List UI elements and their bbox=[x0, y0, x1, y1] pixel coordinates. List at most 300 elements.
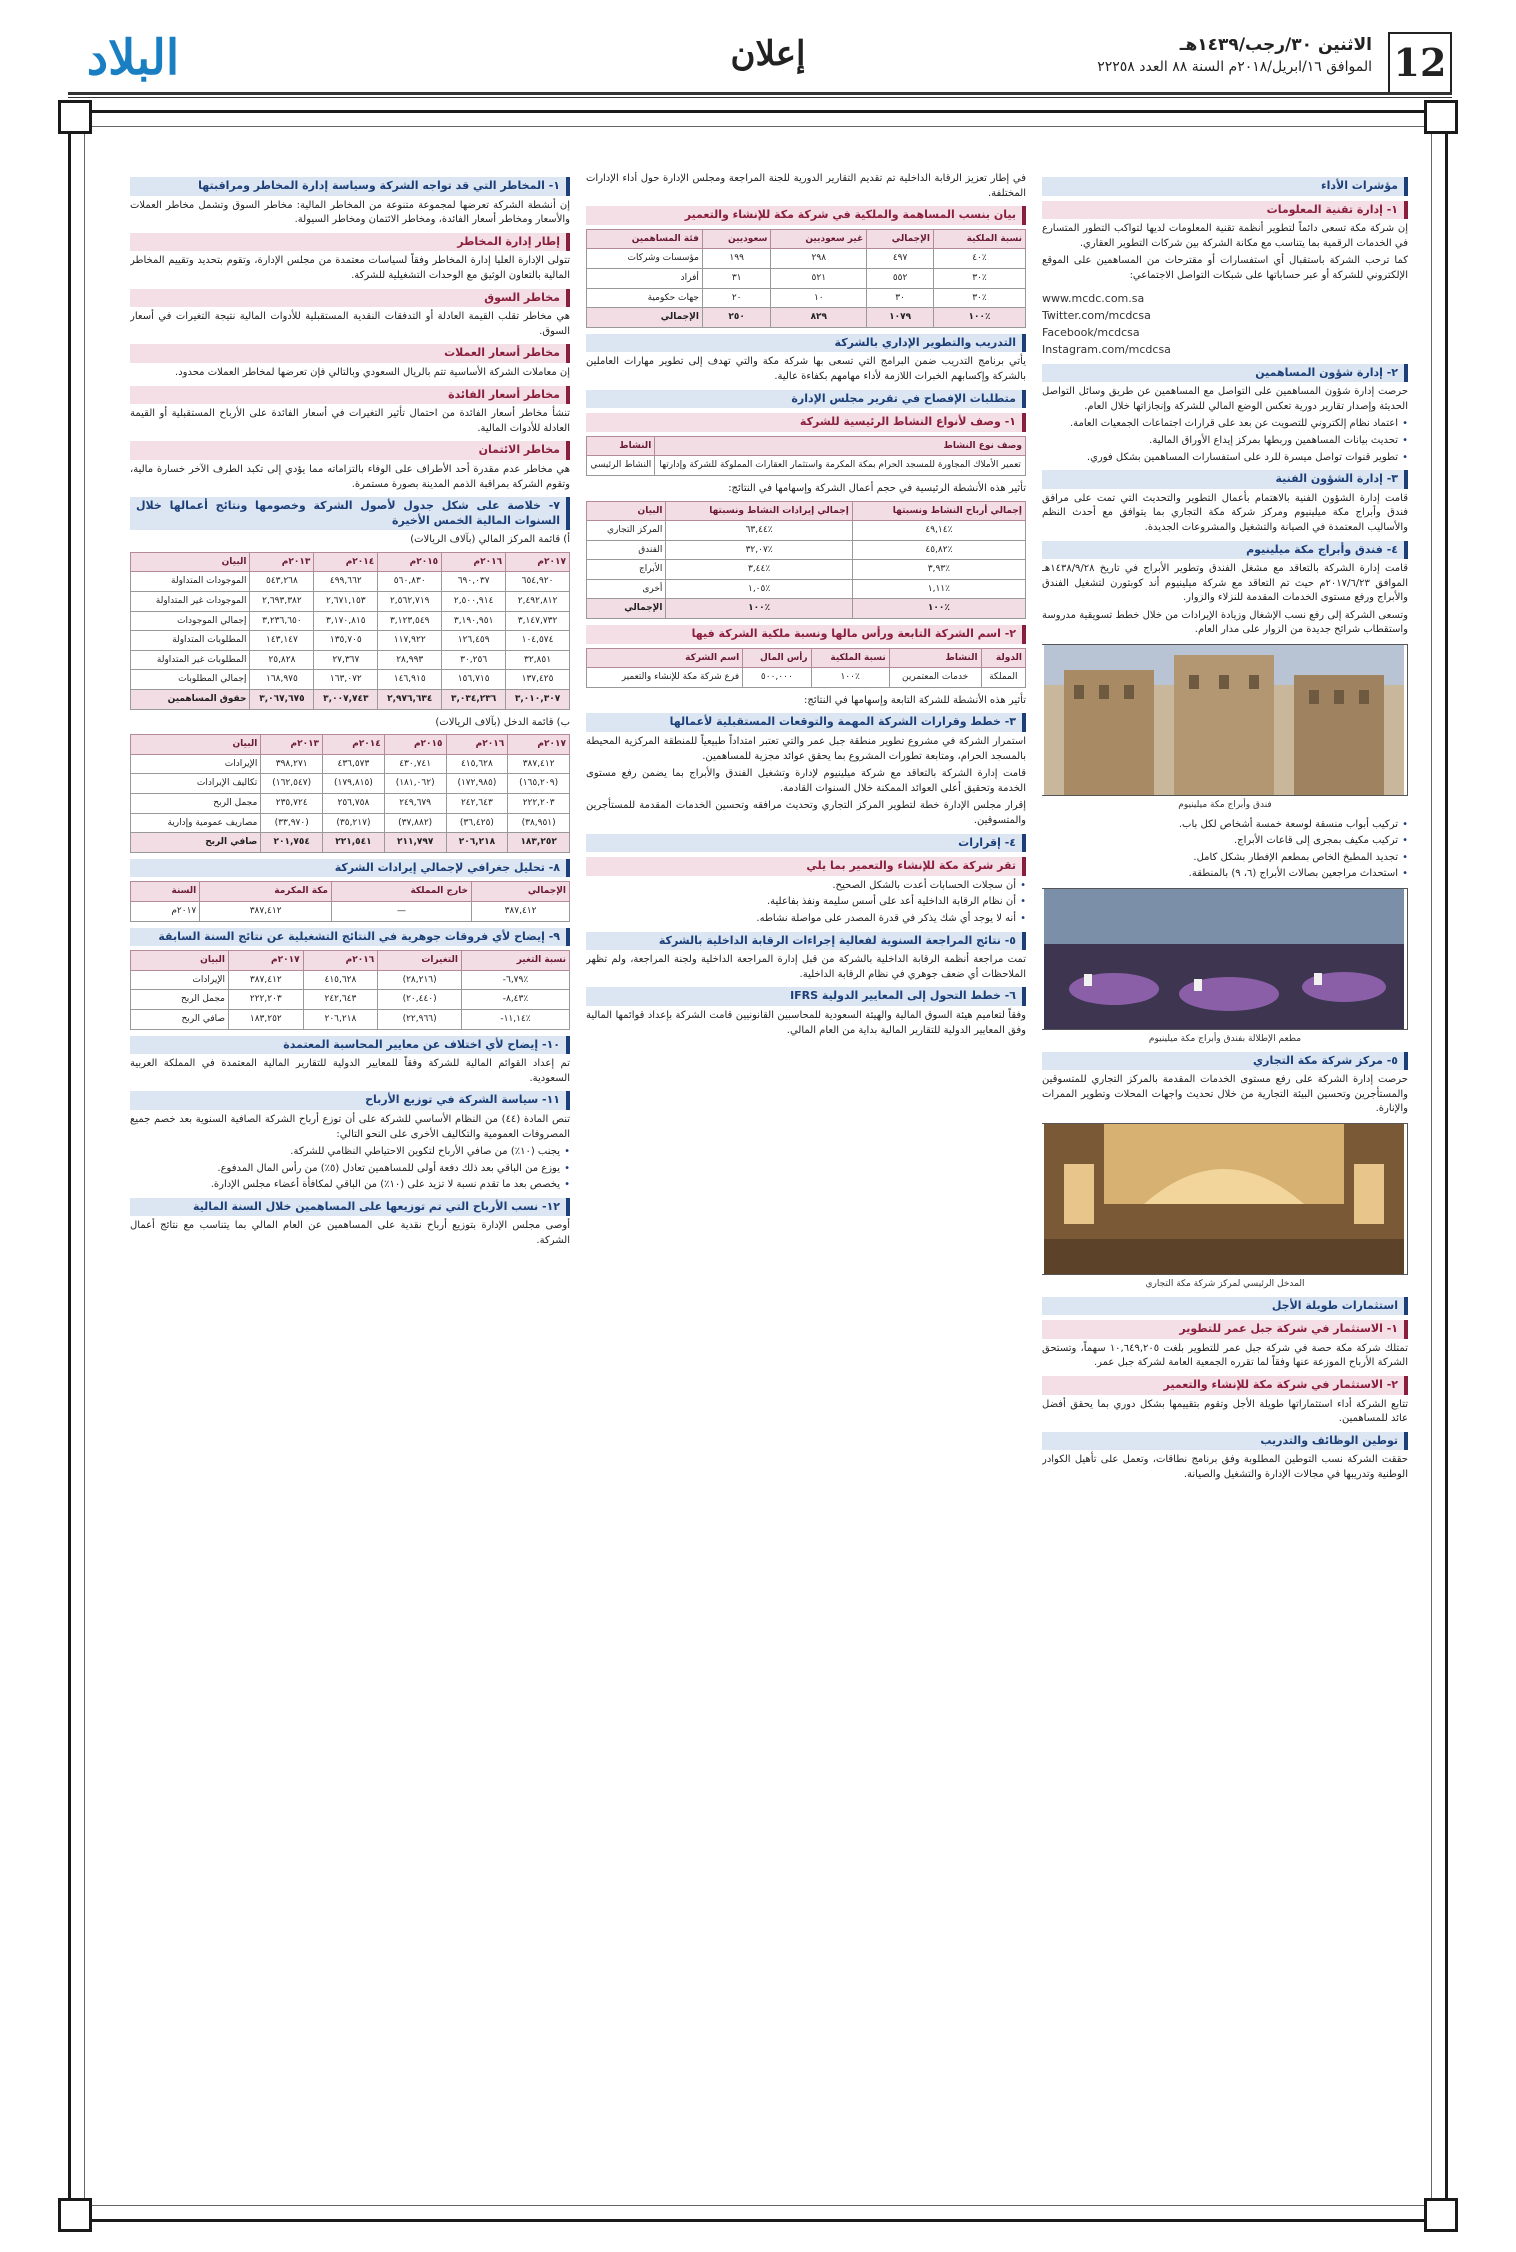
bullet-item: • تجديد المطبخ الخاص بمطعم الإفطار بشكل كامل. bbox=[1042, 851, 1408, 866]
bullet-item: • تركيب أبواب منسقة لوسعة خمسة أشخاص لكل باب. bbox=[1042, 818, 1408, 833]
table-cell: ٣٠ bbox=[867, 288, 934, 308]
paragraph: تأثير هذه الأنشطة الرئيسية في حجم أعمال الشركة وإسهامها في النتائج: bbox=[728, 482, 1026, 494]
table-header-row bbox=[131, 735, 570, 755]
bullet-item: • يجنب (١٠٪) من صافي الأرباح لتكوين الاحتياطي النظامي للشركة. bbox=[130, 1145, 570, 1160]
masthead-rule-thin bbox=[68, 97, 1452, 98]
bullet-item: • استحداث مراجعين بصالات الأبراج (٦، ٩) بالمنطقة. bbox=[1042, 867, 1408, 882]
table-cell: (٣٦,٤٢٥) bbox=[446, 813, 508, 833]
table-cell: ٤٩٧ bbox=[867, 249, 934, 269]
bullet-item: • تطوير قنوات تواصل ميسرة للرد على استفسارات المساهمين بشكل فوري. bbox=[1042, 451, 1408, 466]
table-cell: النشاط الرئيسي bbox=[587, 456, 655, 476]
table-cell: ١٢٦,٤٥٩ bbox=[442, 631, 506, 651]
table-cell: ٤٣٦,٥٧٣ bbox=[323, 754, 385, 774]
table-cell: ٥٠٠,٠٠٠ bbox=[743, 668, 811, 688]
table-cell: ٢٢٢,٢٠٣ bbox=[508, 794, 570, 814]
table-cell: ٢٠٦,٢١٨ bbox=[303, 1009, 378, 1029]
table-row bbox=[131, 990, 570, 1010]
table-cell: ٣٩٨,٢٧١ bbox=[261, 754, 323, 774]
table-cell: ٪٤٩,١٤ bbox=[852, 521, 1025, 541]
table-cell: الأبراج bbox=[587, 560, 666, 580]
table-header-cell: ٢٠١٤م bbox=[314, 552, 378, 572]
table-cell: ٣٢,٨٥١ bbox=[506, 650, 570, 670]
table-cell: ٪٦,٧٩- bbox=[461, 970, 569, 990]
heading: ٢- إدارة شؤون المساهمين bbox=[1042, 364, 1408, 383]
income-statement-table bbox=[130, 734, 570, 853]
table-cell: مصاريف عمومية وإدارية bbox=[131, 813, 261, 833]
table-cell: ٦٩٠,٠٣٧ bbox=[442, 572, 506, 592]
heading: ٣- خطط وقرارات الشركة المهمة والتوقعات المستقبلية لأعمالها bbox=[586, 713, 1026, 732]
table-header-cell: اسم الشركة bbox=[587, 648, 743, 668]
table-cell: ٢٢١,٥٤١ bbox=[323, 833, 385, 853]
table-cell: ٣,١٤٧,٧٣٢ bbox=[506, 611, 570, 631]
paragraph: تتابع الشركة أداء استثماراتها طويلة الأجل وتقوم بتقييمها بشكل دوري بما يحقق أفضل عائد للمساهمين. bbox=[1042, 1398, 1408, 1425]
paragraph: تمت مراجعة أنظمة الرقابة الداخلية بالشركة من قبل إدارة المراجعة الداخلية ولجنة المراجعة، ولم تظهر الملاحظات أي ضعف جوهري في نظام الرقابة الداخلية. bbox=[586, 954, 1026, 980]
table-total-row bbox=[131, 833, 570, 853]
paragraph: قامت إدارة الشركة بالتعاقد مع مشغل الفندق وتطوير الأبراج في تاريخ ١٤٣٨/٩/٢٨هـ الموافق ٢٠١٧/٦/٢٣م حيث تم التعاقد مع شركة ميلينيوم أند كوبثورن لتشغيل الفندق والأبراج ورفع مستوى الخدمات المقدمة للنزلاء والزوار. bbox=[1042, 563, 1408, 604]
table-cell: ١٠٧٩ bbox=[867, 308, 934, 328]
table-cell: ٢٤٢,٦٤٣ bbox=[303, 990, 378, 1010]
heading: ١٢- نسب الأرباح التي تم توزيعها على المساهمين خلال السنة المالية bbox=[130, 1198, 570, 1217]
paragraph: تمتلك شركة مكة حصة في شركة جبل عمر للتطوير بلغت ١٠,٦٤٩,٢٠٥ سهماً، وتستحق الشركة الأرباح الموزعة عنها وفقاً لما تقرره الجمعية العامة لشركة جبل عمر. bbox=[1042, 1342, 1408, 1369]
twitter-link[interactable]: Twitter.com/mcdcsa bbox=[1042, 308, 1151, 322]
bullet-item: • أنه لا يوجد أي شك يذكر في قدرة المصدر على مواصلة نشاطه. bbox=[586, 912, 1026, 927]
table-cell: ٢,٥٦٢,٧١٩ bbox=[378, 592, 442, 612]
table-cell: ٢٨,٩٩٣ bbox=[378, 650, 442, 670]
frame-corner-ornament bbox=[1424, 100, 1458, 134]
paragraph: حققت الشركة نسب التوطين المطلوبة وفق برنامج نطاقات، وتعمل على تأهيل الكوادر الوطنية وتدريبها في مجالات الإدارة والتشغيل والصيانة. bbox=[1042, 1454, 1408, 1480]
bullet-item: • تحديث بيانات المساهمين وربطها بمركز إيداع الأوراق المالية. bbox=[1042, 434, 1408, 449]
table-header-cell: النشاط bbox=[889, 648, 981, 668]
table-cell: ٣٨٧,٤١٢ bbox=[472, 901, 570, 921]
balance-sheet-table bbox=[130, 552, 570, 710]
table-header-cell: ٢٠١٣م bbox=[261, 735, 323, 755]
table-cell: جهات حكومية bbox=[587, 288, 703, 308]
table-cell: ١٤٦,٩١٥ bbox=[378, 670, 442, 690]
paragraph: يأتي برنامج التدريب ضمن البرامج التي تسعى بها شركة مكة والتي تهدف إلى تطوير مهارات العاملين بالشركة وإكسابهم الخبرات اللازمة لأداء مهامهم بكفاءة عالية. bbox=[586, 356, 1026, 382]
paragraph: ب) قائمة الدخل (بآلاف الريالات) bbox=[435, 716, 570, 728]
table-cell: ٪٣٢,٠٧ bbox=[666, 540, 852, 560]
table-cell: الإجمالي bbox=[587, 308, 703, 328]
table-cell: خدمات المعتمرين bbox=[889, 668, 981, 688]
table-header-cell: ٢٠١٦م bbox=[446, 735, 508, 755]
table-header-cell: الإجمالي bbox=[867, 229, 934, 249]
masthead-rule bbox=[68, 92, 1452, 95]
table-cell: ٢٤٩,٦٧٩ bbox=[384, 794, 446, 814]
paragraph: هي مخاطر عدم مقدرة أحد الأطراف على الوفاء بالتزاماته مما يؤدي إلى تكبد الطرف الآخر خسارة مالية، وتقوم الشركة بمراقبة الذمم المدينة بصورة مستمرة. bbox=[130, 463, 570, 490]
website-link[interactable]: www.mcdc.com.sa bbox=[1042, 291, 1145, 305]
heading: ٤- إقرارات bbox=[586, 834, 1026, 853]
table-row bbox=[587, 540, 1026, 560]
table-cell: ٣,٠٣٤,٢٣٦ bbox=[442, 690, 506, 710]
table-cell: تعمير الأملاك المجاورة للمسجد الحرام بمكة المكرمة واستثمار العقارات المملوكة للشركة وإدارتها bbox=[655, 456, 1026, 476]
table-cell: ٢٧,٣٦٧ bbox=[314, 650, 378, 670]
table-cell: الإجمالي bbox=[587, 599, 666, 619]
heading: التدريب والتطوير الإداري بالشركة bbox=[586, 334, 1026, 353]
subheading: ٢- الاستثمار في شركة مكة للإنشاء والتعمير bbox=[1042, 1376, 1408, 1395]
table-cell: — bbox=[332, 901, 472, 921]
table-header-cell: التغيرات bbox=[378, 951, 462, 971]
table-cell: (٢٢,٩٦٦) bbox=[378, 1009, 462, 1029]
table-cell: (٣٥,٢١٧) bbox=[323, 813, 385, 833]
table-cell: ٪٣,٩٣ bbox=[852, 560, 1025, 580]
table-cell: ٢٥٠ bbox=[702, 308, 770, 328]
variance-table bbox=[130, 950, 570, 1029]
bullet-item: • أن نظام الرقابة الداخلية أعد على أسس سليمة ونفذ بفاعلية. bbox=[586, 895, 1026, 910]
table-total-row bbox=[587, 599, 1026, 619]
table-header-cell: ٢٠١٦م bbox=[442, 552, 506, 572]
table-cell: ١٤٣,١٤٧ bbox=[250, 631, 314, 651]
table-cell: (٣٣,٩٧٠) bbox=[261, 813, 323, 833]
table-cell: الموجودات المتداولة bbox=[131, 572, 250, 592]
table-header-cell: ٢٠١٧م bbox=[506, 552, 570, 572]
table-cell: ١١٧,٩٢٢ bbox=[378, 631, 442, 651]
subheading: تقر شركة مكة للإنشاء والتعمير بما يلي bbox=[586, 857, 1026, 876]
paragraph: أ) قائمة المركز المالي (بآلاف الريالات) bbox=[410, 534, 570, 546]
table-cell: صافي الربح bbox=[131, 1009, 229, 1029]
table-header-cell: وصف نوع النشاط bbox=[655, 436, 1026, 456]
subheading: مخاطر أسعار العملات bbox=[130, 344, 570, 363]
table-header-cell: إجمالي إيرادات النشاط ونسبتها bbox=[666, 501, 852, 521]
paragraph: حرصت إدارة الشركة على رفع مستوى الخدمات المقدمة بالمركز التجاري للمتسوقين والمستأجرين وتحسين البيئة التجارية من خلال تحديث واجهات المحلات وتطوير الممرات والإنارة. bbox=[1042, 1074, 1408, 1115]
table-header-cell: رأس المال bbox=[743, 648, 811, 668]
heading: استثمارات طويلة الأجل bbox=[1042, 1297, 1408, 1316]
table-cell: إجمالي المطلوبات bbox=[131, 670, 250, 690]
table-cell: ١٠٤,٥٧٤ bbox=[506, 631, 570, 651]
photo-caption: فندق وأبراج مكة ميلينيوم bbox=[1178, 800, 1272, 811]
table-cell: ٥٤٣,٢٦٨ bbox=[250, 572, 314, 592]
date-hijri: الاثنين ٣٠/رجب/١٤٣٩هـ bbox=[1179, 35, 1372, 55]
table-header-row bbox=[587, 501, 1026, 521]
table-cell: إجمالي الموجودات bbox=[131, 611, 250, 631]
activity-impact-table bbox=[586, 501, 1026, 620]
table-cell: ٤٩٩,٦٦٢ bbox=[314, 572, 378, 592]
table-cell: ٪٨,٤٣- bbox=[461, 990, 569, 1010]
table-row bbox=[131, 774, 570, 794]
heading: ٨- تحليل جغرافي لإجمالي إيرادات الشركة bbox=[130, 859, 570, 878]
table-title: بيان بنسب المساهمة والملكية في شركة مكة للإنشاء والتعمير bbox=[586, 206, 1026, 225]
table-cell: أخرى bbox=[587, 579, 666, 599]
table-cell: ٪١٠٠ bbox=[666, 599, 852, 619]
table-cell: ٢٠ bbox=[702, 288, 770, 308]
table-cell: ١٩٩ bbox=[702, 249, 770, 269]
paragraph: إن أنشطة الشركة تعرضها لمجموعة متنوعة من المخاطر المالية: مخاطر السوق وتشمل مخاطر العملات والأسعار ومخاطر أسعار الفائدة، ومخاطر الائتمان ومخاطر السيولة. bbox=[130, 199, 570, 226]
table-cell: ٣,١٢٣,٥٤٩ bbox=[378, 611, 442, 631]
table-header-row bbox=[587, 436, 1026, 456]
table-cell: ١٣٧,٤٢٥ bbox=[506, 670, 570, 690]
paragraph: استمرار الشركة في مشروع تطوير منطقة جبل عمر والتي تعتبر امتداداً طبيعياً للمنطقة المركزية المحيطة بالمسجد الحرام، ومتابعة تطورات المشروع بما يحقق عوائد مجزية للمساهمين. bbox=[586, 736, 1026, 762]
subheading: ١- الاستثمار في شركة جبل عمر للتطوير bbox=[1042, 1320, 1408, 1339]
table-cell: ٪٤٠ bbox=[933, 249, 1025, 269]
bullet-item: • يخصص بعد ما تقدم نسبة لا تزيد على (١٠٪) من الباقي لمكافأة أعضاء مجلس الإدارة. bbox=[130, 1178, 570, 1193]
table-cell: (٣٧,٨٨٢) bbox=[384, 813, 446, 833]
table-cell: ٢,٦٩٣,٣٨٢ bbox=[250, 592, 314, 612]
table-row bbox=[131, 592, 570, 612]
table-row bbox=[131, 611, 570, 631]
heading: ١١- سياسة الشركة في توزيع الأرباح bbox=[130, 1091, 570, 1110]
table-cell: ٢٥٦,٧٥٨ bbox=[323, 794, 385, 814]
table-cell: ٢٩٨ bbox=[771, 249, 867, 269]
table-cell: ٢,٤٩٢,٨١٢ bbox=[506, 592, 570, 612]
table-cell: ١٣٥,٧٠٥ bbox=[314, 631, 378, 651]
table-header-cell: فئة المساهمين bbox=[587, 229, 703, 249]
heading: مؤشرات الأداء bbox=[1042, 177, 1408, 196]
table-cell: ٢١١,٧٩٧ bbox=[384, 833, 446, 853]
table-row bbox=[587, 521, 1026, 541]
subheading: ١- إدارة تقنية المعلومات bbox=[1042, 201, 1408, 220]
issue-date bbox=[1097, 34, 1372, 78]
table-cell: ٣,١٩٠,٩٥١ bbox=[442, 611, 506, 631]
table-cell: ١٨٣,٢٥٢ bbox=[229, 1009, 304, 1029]
geographic-revenue-table bbox=[130, 881, 570, 921]
table-row bbox=[587, 288, 1026, 308]
table-cell: فرع شركة مكة للإنشاء والتعمير bbox=[587, 668, 743, 688]
table-cell: حقوق المساهمين bbox=[131, 690, 250, 710]
table-cell: ٪١,١١ bbox=[852, 579, 1025, 599]
paragraph: حرصت إدارة شؤون المساهمين على التواصل مع المساهمين عن طريق وسائل التواصل الحديثة وإصدار تقارير دورية تعكس الوضع المالي للشركة وإنجازاتها خلال العام. bbox=[1042, 386, 1408, 412]
table-header-cell: ٢٠١٧م bbox=[229, 951, 304, 971]
column-middle bbox=[586, 172, 1026, 2170]
bullet-item: • تركيب مكيف بمجرى إلى قاعات الأبراج. bbox=[1042, 834, 1408, 849]
table-cell: (٢٨,٢١٦) bbox=[378, 970, 462, 990]
table-cell: المركز التجاري bbox=[587, 521, 666, 541]
table-cell: المطلوبات المتداولة bbox=[131, 631, 250, 651]
table-header-cell: نسبة التغير bbox=[461, 951, 569, 971]
paragraph: تأثير هذه الأنشطة للشركة التابعة وإسهامها في النتائج: bbox=[804, 694, 1026, 706]
table-cell: ٣٨٧,٤١٢ bbox=[200, 901, 332, 921]
table-header-row bbox=[131, 951, 570, 971]
paragraph: إن معاملات الشركة الأساسية تتم بالريال السعودي وبالتالي فإن تعرضها لمخاطر العملات محدود. bbox=[175, 366, 570, 378]
heading: ٥- نتائج المراجعة السنوية لفعالية إجراءات الرقابة الداخلية بالشركة bbox=[586, 932, 1026, 951]
frame-corner-ornament bbox=[1424, 2198, 1458, 2232]
table-cell: ٢٠١٧م bbox=[131, 901, 200, 921]
table-cell: ١٦٨,٩٧٥ bbox=[250, 670, 314, 690]
table-header-cell: النشاط bbox=[587, 436, 655, 456]
table-header-row bbox=[587, 229, 1026, 249]
instagram-link[interactable]: Instagram.com/mcdcsa bbox=[1042, 342, 1171, 356]
table-cell: ٤١٥,٦٢٨ bbox=[303, 970, 378, 990]
table-cell: ١٠ bbox=[771, 288, 867, 308]
paragraph: في إطار تعزيز الرقابة الداخلية تم تقديم التقارير الدورية للجنة المراجعة ومجلس الإدارة حول أداء الإدارات المختلفة. bbox=[586, 173, 1026, 199]
table-cell: ٣,٠١٠,٣٠٧ bbox=[506, 690, 570, 710]
paragraph: تنشأ مخاطر أسعار الفائدة من احتمال تأثير التغيرات في أسعار الفائدة على الأرباح المستقبلية أو القيمة العادلة للأدوات المالية. bbox=[130, 408, 570, 434]
table-row bbox=[587, 560, 1026, 580]
table-header-cell: البيان bbox=[131, 552, 250, 572]
table-cell: ١٥٦,٧١٥ bbox=[442, 670, 506, 690]
table-total-row bbox=[131, 690, 570, 710]
table-header-cell: نسبة الملكية bbox=[933, 229, 1025, 249]
subheading: ٢- اسم الشركة التابعة ورأس مالها ونسبة ملكية الشركة فيها bbox=[586, 625, 1026, 644]
paragraph: قامت إدارة الشؤون الفنية بالاهتمام بأعمال التطوير والتحديث التي تمت على مرافق فندق وأبراج مكة ميلينيوم ومركز شركة مكة التجاري بما يتوافق مع أحدث النظم والأساليب المعتمدة في الصيانة والتشغيل والمشروعات الجديدة. bbox=[1042, 492, 1408, 533]
table-cell: ٣١ bbox=[702, 268, 770, 288]
table-cell: أفراد bbox=[587, 268, 703, 288]
table-header-cell: سعوديين bbox=[702, 229, 770, 249]
table-cell: ٣,٢٣٦,٦٥٠ bbox=[250, 611, 314, 631]
paragraph: إقرار مجلس الإدارة خطة لتطوير المركز التجاري وتحديث مرافقه وتحسين الخدمات المقدمة للمستأجرين والمتسوقين. bbox=[586, 800, 1026, 826]
table-header-cell: السنة bbox=[131, 882, 200, 902]
heading: ٩- إيضاح لأي فروقات جوهرية في النتائج التشغيلية عن نتائج السنة السابقة bbox=[130, 928, 570, 947]
photo-caption: مطعم الإطلالة بفندق وأبراج مكة ميلينيوم bbox=[1148, 1034, 1302, 1045]
activity-table bbox=[586, 436, 1026, 476]
table-cell: مؤسسات وشركات bbox=[587, 249, 703, 269]
contact-links bbox=[1042, 290, 1408, 358]
table-cell: الفندق bbox=[587, 540, 666, 560]
table-header-row bbox=[587, 648, 1026, 668]
table-header-cell: ٢٠١٥م bbox=[384, 735, 446, 755]
table-cell: (٣٨,٩٥١) bbox=[508, 813, 570, 833]
table-cell: ٢٣٥,٧٢٤ bbox=[261, 794, 323, 814]
table-cell: الإيرادات bbox=[131, 970, 229, 990]
table-cell: ٢,٥٠٠,٩١٤ bbox=[442, 592, 506, 612]
bullet-item: • يوزع من الباقي بعد ذلك دفعة أولى للمساهمين تعادل (٥٪) من رأس المال المدفوع. bbox=[130, 1162, 570, 1177]
table-cell: (١٦٥,٢٠٩) bbox=[508, 774, 570, 794]
table-header-cell: الإجمالي bbox=[472, 882, 570, 902]
table-cell: ٪٣٠ bbox=[933, 268, 1025, 288]
table-cell: ١٦٣,٠٧٢ bbox=[314, 670, 378, 690]
subheading: مخاطر الائتمان bbox=[130, 441, 570, 460]
table-cell: ٪١٠٠ bbox=[933, 308, 1025, 328]
heading: متطلبات الإفصاح في تقرير مجلس الإدارة bbox=[586, 390, 1026, 409]
commercial-center-photo bbox=[1042, 1123, 1408, 1275]
heading: ٥- مركز شركة مكة التجاري bbox=[1042, 1052, 1408, 1071]
table-cell: ٢,٦٧١,١٥٣ bbox=[314, 592, 378, 612]
table-cell: ٣,٠٦٧,٦٧٥ bbox=[250, 690, 314, 710]
table-cell: ٥٢١ bbox=[771, 268, 867, 288]
table-cell: ٣٨٧,٤١٢ bbox=[508, 754, 570, 774]
table-header-cell: ٢٠١٤م bbox=[323, 735, 385, 755]
table-cell: مجمل الربح bbox=[131, 990, 229, 1010]
table-header-row bbox=[131, 882, 570, 902]
paragraph: تتولى الإدارة العليا إدارة المخاطر وفقاً لسياسات معتمدة من مجلس الإدارة، وتقوم بتحديد وتقييم المخاطر المالية بالتعاون الوثيق مع الوحدات التشغيلية للشركة. bbox=[130, 255, 570, 281]
table-cell: ٢٤٢,٦٤٣ bbox=[446, 794, 508, 814]
table-header-cell: ٢٠١٦م bbox=[303, 951, 378, 971]
table-cell: ٢٥,٨٢٨ bbox=[250, 650, 314, 670]
table-row bbox=[131, 970, 570, 990]
masthead bbox=[68, 28, 1452, 98]
heading: ١٠- إيضاح لأي اختلاف عن معايير المحاسبة المعتمدة bbox=[130, 1036, 570, 1055]
column-right bbox=[1042, 172, 1408, 2170]
table-header-cell: الدولة bbox=[981, 648, 1025, 668]
table-row bbox=[131, 631, 570, 651]
heading: ١- المخاطر التي قد تواجه الشركة وسياسة إدارة المخاطر ومراقبتها bbox=[130, 177, 570, 196]
table-header-cell: غير سعوديين bbox=[771, 229, 867, 249]
table-row bbox=[131, 650, 570, 670]
table-row bbox=[587, 268, 1026, 288]
hotel-towers-photo bbox=[1042, 644, 1408, 796]
table-header-cell: إجمالي أرباح النشاط ونسبتها bbox=[852, 501, 1025, 521]
table-cell: ٥٦٠,٨٣٠ bbox=[378, 572, 442, 592]
bullet-item: • اعتماد نظام إلكتروني للتصويت عن بعد على قرارات اجتماعات الجمعيات العامة. bbox=[1042, 417, 1408, 432]
photo-caption: المدخل الرئيسي لمركز شركة مكة التجاري bbox=[1145, 1279, 1305, 1289]
table-cell: الموجودات غير المتداولة bbox=[131, 592, 250, 612]
frame-corner-ornament bbox=[58, 100, 92, 134]
table-cell: ٪١٠٠ bbox=[852, 599, 1025, 619]
paragraph: إن شركة مكة تسعى دائماً لتطوير أنظمة تقنية المعلومات لديها لتواكب التطور المتسارع في الخدمات الرقمية بما يتناسب مع مكانة الشركة بين شركات التطوير العقاري. bbox=[1042, 223, 1408, 249]
table-cell: ٨٢٩ bbox=[771, 308, 867, 328]
subheading: مخاطر السوق bbox=[130, 289, 570, 308]
heading: ٦- خطط التحول إلى المعايير الدولية IFRS bbox=[586, 987, 1026, 1006]
table-row bbox=[587, 579, 1026, 599]
column-left bbox=[130, 172, 570, 2170]
table-header-cell: خارج المملكة bbox=[332, 882, 472, 902]
table-row bbox=[131, 754, 570, 774]
table-cell: ٥٥٢ bbox=[867, 268, 934, 288]
table-cell: (١٧٩,٨١٥) bbox=[323, 774, 385, 794]
table-total-row bbox=[587, 308, 1026, 328]
facebook-link[interactable]: Facebook/mcdcsa bbox=[1042, 325, 1140, 339]
table-cell: ٤٣٠,٧٤١ bbox=[384, 754, 446, 774]
paragraph: تم إعداد القوائم المالية للشركة وفقاً للمعايير الدولية للتقارير المالية المعتمدة في المملكة العربية السعودية. bbox=[130, 1058, 570, 1084]
ownership-table bbox=[586, 229, 1026, 328]
table-cell: ٪٤٥,٨٢ bbox=[852, 540, 1025, 560]
table-cell: صافي الربح bbox=[131, 833, 261, 853]
table-header-cell: البيان bbox=[131, 951, 229, 971]
table-cell: ٢٠٦,٢١٨ bbox=[446, 833, 508, 853]
frame-corner-ornament bbox=[58, 2198, 92, 2232]
table-header-cell: ٢٠١٣م bbox=[250, 552, 314, 572]
table-cell: ٤١٥,٦٢٨ bbox=[446, 754, 508, 774]
page-number: 12 bbox=[1388, 32, 1452, 94]
date-issue: الموافق ١٦/ابريل/٢٠١٨م السنة ٨٨ العدد ٢٢٢٥٨ bbox=[1097, 59, 1372, 75]
section-title: إعلان bbox=[730, 34, 806, 74]
table-cell: ١٨٣,٢٥٢ bbox=[508, 833, 570, 853]
paragraph: كما ترحب الشركة باستقبال أي استفسارات أو مقترحات من المساهمين على الموقع الإلكتروني للشركة أو عبر حساباتها على شبكات التواصل الاجتماعي: bbox=[1042, 255, 1408, 281]
table-row bbox=[587, 456, 1026, 476]
table-cell: ٪٣,٤٤ bbox=[666, 560, 852, 580]
table-cell: ٢,٩٧٦,٦٣٤ bbox=[378, 690, 442, 710]
table-cell: ٪١,٠٥ bbox=[666, 579, 852, 599]
table-cell: تكاليف الإيرادات bbox=[131, 774, 261, 794]
paragraph: قامت إدارة الشركة بالتعاقد مع شركة ميلينيوم لإدارة وتشغيل الفندق والأبراج بما يضمن رفع مستوى الخدمة وتحقيق أعلى العوائد الممكنة خلال السنوات القادمة. bbox=[586, 768, 1026, 794]
subsidiary-table bbox=[586, 648, 1026, 688]
subheading: مخاطر أسعار الفائدة bbox=[130, 386, 570, 405]
table-cell: ٦٥٤,٩٢٠ bbox=[506, 572, 570, 592]
table-row bbox=[131, 901, 570, 921]
table-header-cell: نسبة الملكية bbox=[811, 648, 889, 668]
table-cell: (١٨١,٠٦٢) bbox=[384, 774, 446, 794]
table-row bbox=[131, 794, 570, 814]
table-cell: المملكة bbox=[981, 668, 1025, 688]
table-cell: ٣,١٧٠,٨١٥ bbox=[314, 611, 378, 631]
bullet-item: • أن سجلات الحسابات أعدت بالشكل الصحيح. bbox=[586, 879, 1026, 894]
table-header-cell: البيان bbox=[131, 735, 261, 755]
table-header-row bbox=[131, 552, 570, 572]
table-cell: ٪١٠٠ bbox=[811, 668, 889, 688]
heading: ٤- فندق وأبراج مكة ميلينيوم bbox=[1042, 541, 1408, 560]
table-header-cell: البيان bbox=[587, 501, 666, 521]
table-cell: ٣٨٧,٤١٢ bbox=[229, 970, 304, 990]
paragraph: تنص المادة (٤٤) من النظام الأساسي للشركة على أن توزع أرباح الشركة الصافية السنوية بعد خصم جميع المصروفات العمومية والتكاليف الأخرى على النحو التالي: bbox=[130, 1113, 570, 1140]
table-cell: ٣,٠٠٧,٧٤٣ bbox=[314, 690, 378, 710]
restaurant-photo bbox=[1042, 888, 1408, 1030]
table-cell: ٪٣٠ bbox=[933, 288, 1025, 308]
table-cell: المطلوبات غير المتداولة bbox=[131, 650, 250, 670]
table-cell: الإيرادات bbox=[131, 754, 261, 774]
paragraph: وتسعى الشركة إلى رفع نسب الإشغال وزيادة الإيرادات من خلال خطط تسويقية مدروسة واستقطاب شرائح جديدة من الزوار على مدار العام. bbox=[1042, 609, 1408, 636]
subheading: ١- وصف لأنواع النشاط الرئيسية للشركة bbox=[586, 413, 1026, 432]
table-row bbox=[131, 1009, 570, 1029]
table-header-cell: ٢٠١٥م bbox=[378, 552, 442, 572]
newspaper-logo: البلاد bbox=[86, 30, 180, 86]
table-cell: ٢٠١,٧٥٤ bbox=[261, 833, 323, 853]
table-row bbox=[131, 572, 570, 592]
subheading: إطار إدارة المخاطر bbox=[130, 233, 570, 252]
paragraph: هي مخاطر تقلب القيمة العادلة أو التدفقات النقدية المستقبلية للأدوات المالية نتيجة التغيرات في أسعار السوق. bbox=[130, 311, 570, 337]
table-cell: (٢٠,٤٤٠) bbox=[378, 990, 462, 1010]
table-header-cell: ٢٠١٧م bbox=[508, 735, 570, 755]
table-row bbox=[587, 249, 1026, 269]
table-row bbox=[131, 813, 570, 833]
table-cell: ٢٢٢,٢٠٣ bbox=[229, 990, 304, 1010]
